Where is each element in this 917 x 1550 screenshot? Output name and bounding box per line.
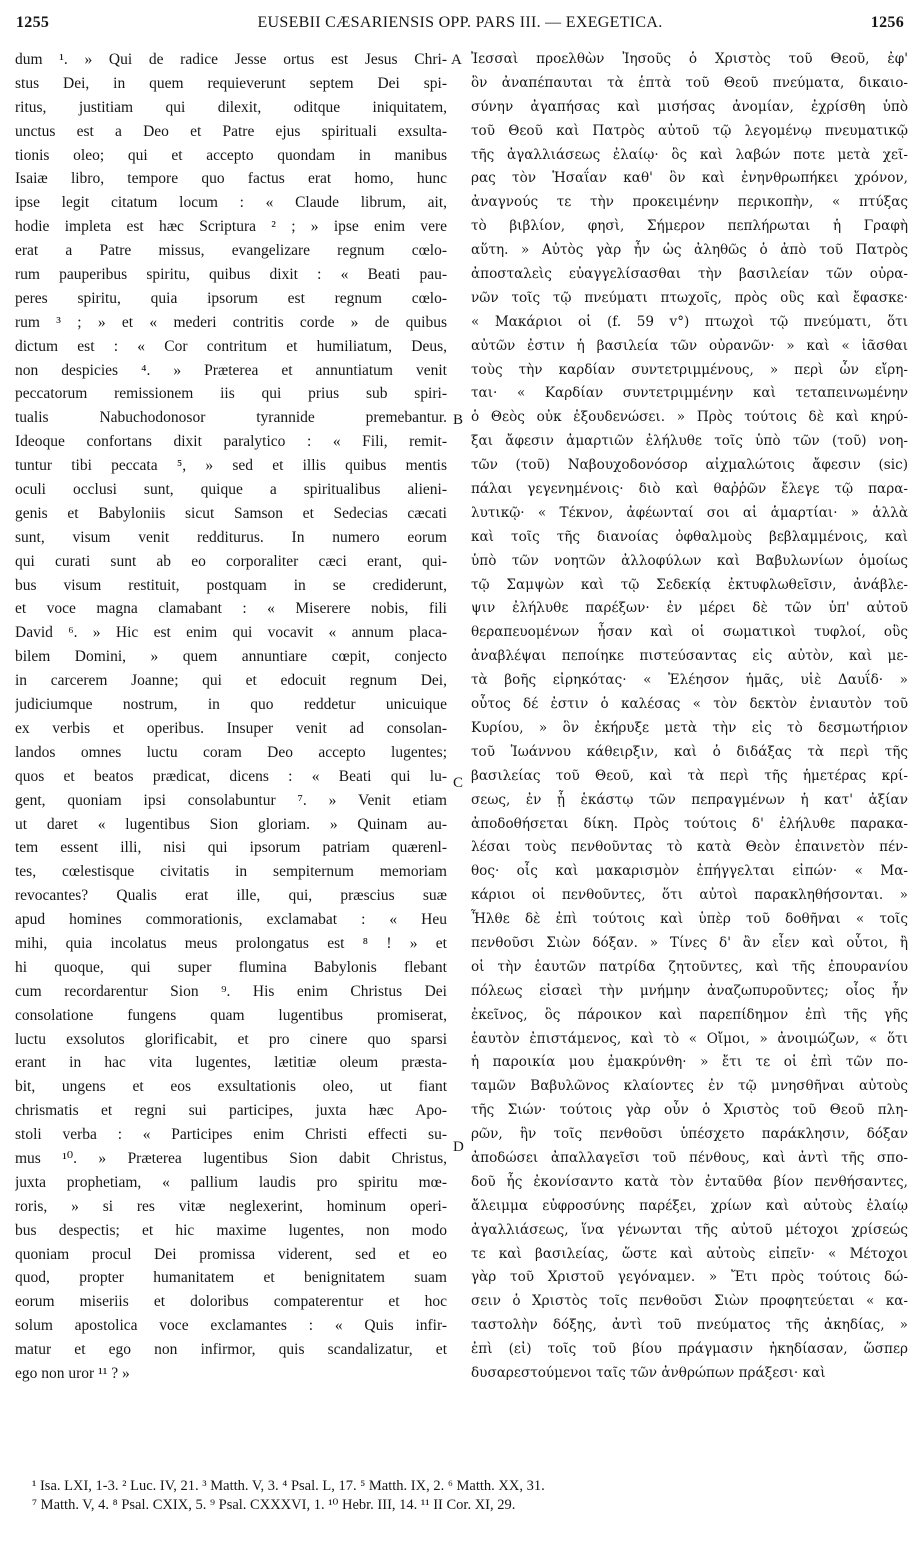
- greek-text-line: γὰρ τοῦ Χριστοῦ γεγόναμεν. » Ἔτι πρὸς τούτοις δώ-: [471, 1269, 908, 1286]
- greek-text-line: πάλαι γεγενημένοις· διὸ καὶ θαῤῥῶν ἔλεγε τῷ παρα-: [471, 481, 908, 498]
- latin-text-line: David ⁶. » Hic est enim qui vocavit « annum placa-: [15, 624, 447, 642]
- latin-text-line: eorum miseriis et doloribus compaterentur et hoc: [15, 1293, 447, 1311]
- latin-text-line: unctus est a Deo et Patre ejus spirituali exsulta-: [15, 122, 447, 140]
- latin-text-line: ex verbis et operibus. Insuper venit ad consolan-: [15, 719, 447, 737]
- greek-text-line: Ἦλθε δὲ ἐπὶ τούτοις καὶ ὑπὲρ τοῦ δοθῆναι « τοῖς: [471, 911, 908, 928]
- latin-text-line: judiciumque nostrum, in quo reddetur unicuique: [15, 696, 447, 714]
- latin-text-line: ipse legit citatum locum : « Claude librum, ait,: [15, 194, 447, 212]
- greek-text-line: οὗτος δέ ἐστιν ὁ καλέσας « τὸν δεκτὸν ἐνιαυτὸν τοῦ: [471, 696, 908, 713]
- latin-text-line: mus ¹⁰. » Præterea lugentibus Sion dabit Christus,: [15, 1149, 447, 1167]
- greek-text-line: αὕτη. » Αὐτὸς γὰρ ἦν ὡς ἀληθῶς ὁ ἀπὸ τοῦ Πατρὸς: [471, 242, 908, 259]
- latin-text-line: tuntur tibi peccata ⁵, » sed et illis quibus mentis: [15, 457, 447, 475]
- section-marker-b: B: [453, 412, 464, 428]
- latin-text-line: in carcerem Joanne; qui et edocuit regnum Dei,: [15, 672, 447, 690]
- greek-text-line: δυσαρεστούμενοι ταῖς τῶν ἀνθρώπων πράξεσι· καὶ: [471, 1364, 826, 1381]
- greek-text-line: ἐκεῖνος, ὃς πάροικον καὶ παρεπίδημον ἐπὶ τῆς γῆς: [471, 1006, 908, 1023]
- latin-text-line: hi quoque, qui super flumina Babylonis flebant: [15, 958, 447, 976]
- latin-text-line: bus visum restituit, postquam in se crediderunt,: [15, 576, 447, 594]
- latin-text-line: solum apostolica voce exclamantes : « Quis infir-: [15, 1317, 447, 1335]
- greek-text-line: ρας τὸν Ἡσαΐαν καθ' ὃν καὶ ἐνηνθρωπήκει χρόνον,: [471, 170, 908, 187]
- greek-text-line: σεως, ἐν ᾗ ἑκάστῳ τῶν πεπραγμένων ἡ κατ' ἀξίαν: [471, 791, 908, 808]
- greek-text-line: τοῦ Θεοῦ καὶ Πατρὸς αὐτοῦ τῷ λεγομένῳ πνευματικῷ: [471, 122, 908, 139]
- greek-text-line: πόλεως εἰσαεὶ τὴν μνήμην ἀναζωπυροῦντες; οἷος ἦν: [471, 982, 908, 999]
- greek-text-line: ἀποδώσει ἀπαλλαγεῖσι τοῦ πένθους, καὶ ἀντὶ τῆς σπο-: [471, 1149, 908, 1166]
- latin-text-line: quos et beatos prædicat, dicens : « Beati qui lu-: [15, 767, 447, 785]
- latin-text-line: rum pauperibus spiritu, quibus dixit : « Beati pau-: [15, 266, 447, 284]
- latin-text-line: dum ¹. » Qui de radice Jesse ortus est Jesus Chri-: [15, 51, 447, 68]
- greek-text-line: σειν ὁ Χριστὸς τοῖς πενθοῦσι Σιὼν προφητεύεται « κα-: [471, 1293, 908, 1310]
- latin-text-line: matur et ego non infirmor, quis scandalizatur, et: [15, 1341, 447, 1359]
- latin-text-line: quod, propter humanitatem et benignitatem suam: [15, 1269, 447, 1287]
- section-marker-d: D: [453, 1139, 464, 1155]
- greek-text-line: θος· οἷς καὶ μακαρισμὸν ἐπήγγελται εἰπών· « Μα-: [471, 863, 908, 880]
- greek-text-line: καὶ τοῖς τῆς διανοίας ὀφθαλμοὺς βεβλαμμένοις, καὶ: [471, 528, 908, 545]
- greek-text-line: ταμῶν Βαβυλῶνος κλαίοντες ἐν τῷ μνησθῆναι αὐτοὺς: [471, 1078, 908, 1095]
- latin-text-line: ego non uror ¹¹ ? »: [15, 1364, 130, 1382]
- greek-text-line: « Μακάριοι οἱ (f. 59 v°) πτωχοὶ τῷ πνεύματι, ὅτι: [471, 313, 908, 330]
- greek-text-line: ταστολὴν δόξης, ἀντὶ τοῦ πνεύματος τῆς ἀκηδίας, »: [471, 1317, 908, 1334]
- running-title: EUSEBII CÆSARIENSIS OPP. PARS III. — EXEGETICA.: [257, 14, 663, 31]
- greek-text-line: θεραπευομένων ἦσαν καὶ οἱ σωματικοὶ τυφλοί, οὓς: [471, 624, 908, 641]
- latin-text-line: erat a Patre missus, evangelizare regnum cœlo-: [15, 242, 447, 260]
- greek-text-line: βασιλείας τοῦ Θεοῦ, καὶ τὰ περὶ τῆς ἡμετέρας κρί-: [471, 767, 908, 784]
- greek-text-line: σύνην ἀγαπήσας καὶ μισήσας ἀνομίαν, ἐχρίσθη ὑπὸ: [471, 98, 908, 115]
- footnote-line: ¹ Isa. LXI, 1-3. ² Luc. IV, 21. ³ Matth. V, 3. ⁴ Psal. L, 17. ⁵ Matth. IX, 2. ⁶ Matth. XX, 31.: [32, 1478, 545, 1494]
- greek-text-line: τὰ βοῆς εἰρηκότας· « Ἐλέησον ἡμᾶς, υἱὲ Δαυΐδ· »: [471, 672, 908, 689]
- greek-text-line: ἀγαλλιάσεως, ἵνα γένωνται τῆς αὐτοῦ μέτοχοι χρίσεώς: [471, 1221, 908, 1238]
- greek-text-line: δοῦ ἧς ἐκονίσαντο κατὰ τὸν ἐνταῦθα βίον πενθήσαντες,: [471, 1173, 908, 1190]
- latin-text-line: et voce magna clamabant : « Miserere nobis, fili: [15, 600, 447, 618]
- footnotes: [32, 1477, 892, 1515]
- latin-text-line: genis et Babyloniis sicut Samson et Sedecias cæcati: [15, 504, 447, 522]
- greek-text-line: τοῦ Ἰωάννου κάθειρξιν, καὶ ὁ διδάξας τὰ περὶ τῆς: [471, 743, 908, 760]
- page-number-right: 1256: [870, 14, 904, 31]
- latin-text-line: non despicies ⁴. » Præterea et annuntiatum venit: [15, 361, 447, 379]
- greek-text-line: ἀποδοθήσεται δίκη. Πρὸς τούτοις δ' ἐλήλυθε παρακα-: [471, 815, 908, 832]
- footnote-line: ⁷ Matth. V, 4. ⁸ Psal. CXIX, 5. ⁹ Psal. CXXXVI, 1. ¹⁰ Hebr. III, 14. ¹¹ II Cor. XI, 29.: [32, 1497, 516, 1513]
- greek-text-line: ὑπὸ τῶν νοητῶν ἀλλοφύλων καὶ Βαβυλωνίων ὁμοίως: [471, 552, 908, 569]
- latin-text-line: consolatione fungens quam lugentibus promiserat,: [15, 1006, 447, 1024]
- latin-text-line: roris, » si res vitæ neglexerint, hominum operi-: [15, 1197, 447, 1215]
- latin-text-line: peres spiritu, quia ipsorum est regnum cœlo-: [15, 289, 447, 307]
- greek-text-line: ἀναγνούς τε τὴν προκειμένην περικοπὴν, « πτύξας: [471, 194, 908, 211]
- latin-text-line: Isaiæ libro, tempore quo factus erat homo, hunc: [15, 170, 447, 188]
- latin-text-line: oculi occlusi sunt, quique a spiritualibus alieni-: [15, 481, 447, 499]
- latin-text-line: juxta prophetiam, « pallium laudis pro spiritu mœ-: [15, 1173, 447, 1191]
- greek-text-line: ἐπὶ (εἰ) τοῖς τοῦ βίου πράγμασιν ἠκηδίασαν, ὥσπερ: [471, 1341, 908, 1358]
- greek-text-line: πενθοῦσι Σιὼν δόξαν. » Τίνες δ' ἂν εἶεν καὶ οὗτοι, ἢ: [471, 934, 908, 951]
- latin-text-line: dictum est : « Cor contritum et humiliatum, Deus,: [15, 337, 447, 355]
- latin-text-line: bus despectis; et hic maxime lugentes, non modo: [15, 1221, 447, 1239]
- greek-text-line: ὁ Θεὸς οὐκ ἐξουδενώσει. » Πρὸς τούτοις δὲ καὶ κηρύ-: [471, 409, 908, 426]
- page-number-left: 1255: [16, 14, 50, 31]
- latin-text-line: tualis Nabuchodonosor tyrannide premebantur.: [15, 409, 447, 427]
- greek-text-line: οἱ τὴν ἑαυτῶν πατρίδα ζητοῦντες, καὶ τῆς ἐπουρανίου: [471, 958, 908, 975]
- greek-text-line: τῷ Σαμψὼν καὶ τῷ Σεδεκίᾳ ἐκτυφλωθεῖσιν, ἀνάβλε-: [471, 576, 908, 593]
- greek-text-line: ἑαυτὸν ἐπιστάμενος, καὶ τὸ « Οἴμοι, » ἀνοιμώζων, « ὅτι: [471, 1030, 908, 1047]
- greek-text-line: λυτικῷ· « Τέκνον, ἀφέωνταί σοι αἱ ἁμαρτίαι· » ἀλλὰ: [471, 504, 908, 521]
- latin-text-line: sunt, visum venit redditurus. In numero eorum: [15, 528, 447, 546]
- greek-text-line: Ἰεσσαὶ προελθὼν Ἰησοῦς ὁ Χριστὸς τοῦ Θεοῦ, ἐφ': [471, 51, 908, 67]
- latin-text-line: revocantes? Qualis erat ille, qui, præscius suæ: [15, 887, 447, 905]
- greek-text-line: ἡ παροικία μου ἐμακρύνθη· » ἔτι τε οἱ ἐπὶ τῶν πο-: [471, 1054, 908, 1071]
- greek-text-line: ἀποσταλεὶς εὐαγγελίσασθαι τὴν βασιλείαν τῶν οὐρα-: [471, 266, 908, 283]
- latin-text-line: ritus, justitiam qui dilexit, oditque iniquitatem,: [15, 98, 447, 116]
- greek-text-line: νῶν τοῖς τῷ πνεύματι πτωχοῖς, πρὸς οὓς καὶ ἔφασκε·: [471, 289, 908, 306]
- latin-text-line: erant in hac vita lugentes, lætitiæ oleum præsta-: [15, 1054, 447, 1072]
- greek-text-line: τῆς ἀγαλλιάσεως ἐλαίῳ· ὃς καὶ λαβών ποτε μετὰ χεῖ-: [471, 146, 908, 163]
- greek-text-line: Κυρίου, » ὃν ἐκήρυξε μετὰ τὴν εἰς τὸ δεσμωτήριον: [471, 719, 908, 736]
- latin-text-line: chrismatis et regni sui participes, juxta hæc Apo-: [15, 1102, 447, 1120]
- latin-text-line: quoniam procul Dei promissa viderent, sed et eo: [15, 1245, 447, 1263]
- greek-text-line: τῆς Σιών· τούτοις γὰρ οὖν ὁ Χριστὸς τοῦ Θεοῦ πλη-: [471, 1102, 908, 1119]
- latin-text-line: gent, quoniam ipsi consolabuntur ⁷. » Venit etiam: [15, 791, 447, 809]
- section-marker-a: A: [451, 52, 462, 68]
- latin-text-line: tionis oleo; qui et accepto quondam in manibus: [15, 146, 447, 164]
- latin-text-line: landos omnes luctu coram Deo accepto lugentes;: [15, 743, 447, 761]
- greek-text-line: ἄλειμμα εὐφροσύνης παρέξει, χρίων καὶ αὐτοὺς ἐλαίῳ: [471, 1197, 908, 1214]
- greek-text-line: αὐτῶν ἐστιν ἡ βασιλεία τῶν οὐρανῶν· » καὶ « ἰᾶσθαι: [471, 337, 908, 354]
- latin-text-line: stoli verba : « Participes enim Christi effecti su-: [15, 1126, 447, 1144]
- latin-text-line: hodie impleta est hæc Scriptura ² ; » ipse enim vere: [15, 218, 447, 236]
- greek-text-line: τε καὶ βασιλείας, ὥστε καὶ αὐτοὺς εἰπεῖν· « Μέτοχοι: [471, 1245, 908, 1262]
- section-marker-c: C: [453, 775, 464, 791]
- latin-text-line: rum ³ ; » et « mederi contritis corde » de quibus: [15, 313, 447, 331]
- latin-text-line: mihi, quia incolatus meus prolongatus est ⁸ ! » et: [15, 934, 447, 952]
- greek-text-line: τὸ βιβλίον, φησὶ, Σήμερον πεπλήρωται ἡ Γραφὴ: [471, 218, 908, 235]
- latin-text-line: cum recordarentur Sion ⁹. His enim Christus Dei: [15, 982, 447, 1000]
- latin-column: [15, 48, 447, 1386]
- greek-text-line: τῶν (τοῦ) Ναβουχοδονόσορ αἰχμαλώτοις ἄφεσιν (sic): [471, 457, 908, 474]
- greek-text-line: ὃν ἀναπέπαυται τὰ ἑπτὰ τοῦ Θεοῦ πνεύματα, δικαιο-: [471, 74, 908, 91]
- latin-text-line: stus Dei, in quem requieverunt septem Dei spi-: [15, 74, 447, 92]
- greek-text-line: τοὺς τὴν καρδίαν συντετριμμένους, » περὶ ὧν εἴρη-: [471, 361, 908, 378]
- greek-text-line: λέσαι τοὺς πενθοῦντας τὸ κατὰ Θεὸν ἐπαινετὸν πέν-: [471, 839, 908, 856]
- latin-text-line: peccatorum remissionem iis qui prius sub spiri-: [15, 385, 447, 403]
- greek-text-line: κάριοι οἱ πενθοῦντες, ὅτι αὐτοὶ παρακληθήσονται. »: [471, 887, 908, 904]
- greek-text-line: ἀναβλέψαι πεποίηκε πιστεύσαντας εἰς αὐτὸν, καὶ με-: [471, 648, 908, 665]
- greek-text-line: ξαι ἄφεσιν ἁμαρτιῶν ἐλήλυθε τοῖς ὑπὸ τῶν (τοῦ) νοη-: [471, 433, 908, 450]
- latin-text-line: qui curati sunt ab eo corporaliter cæci erant, qui-: [15, 552, 447, 570]
- latin-text-line: bit, ungens et eos exsultationis oleo, ut fiant: [15, 1078, 447, 1096]
- latin-text-line: tem essent illi, nisi qui ipsorum patriam quærenl-: [15, 839, 447, 857]
- greek-text-line: ψιν ἐλήλυθε παρέξων· ἐν μέρει δὲ τῶν ὑπ' αὐτοῦ: [471, 600, 908, 617]
- latin-text-line: tes, cœlestisque civitatis in sempiternum memoriam: [15, 863, 447, 881]
- greek-text-line: ρῶν, ἣν τοῖς πενθοῦσι ὑπέσχετο παράκλησιν, δόξαν: [471, 1126, 908, 1143]
- latin-text-line: bilem Domini, » quem annuntiare cœpit, conjecto: [15, 648, 447, 666]
- greek-column: [471, 48, 908, 1386]
- latin-text-line: apud homines commorationis, exclamabat : « Heu: [15, 911, 447, 929]
- latin-text-line: Ideoque confortans dixit paralytico : « Fili, remit-: [15, 433, 447, 451]
- latin-text-line: ut daret « lugentibus Sion gloriam. » Quinam au-: [15, 815, 447, 833]
- latin-text-line: luctu exsolutos glorificabit, et pro cinere quo sparsi: [15, 1030, 447, 1048]
- running-header: [16, 14, 904, 40]
- greek-text-line: ται· « Καρδίαν συντετριμμένην καὶ τεταπεινωμένην: [471, 385, 908, 402]
